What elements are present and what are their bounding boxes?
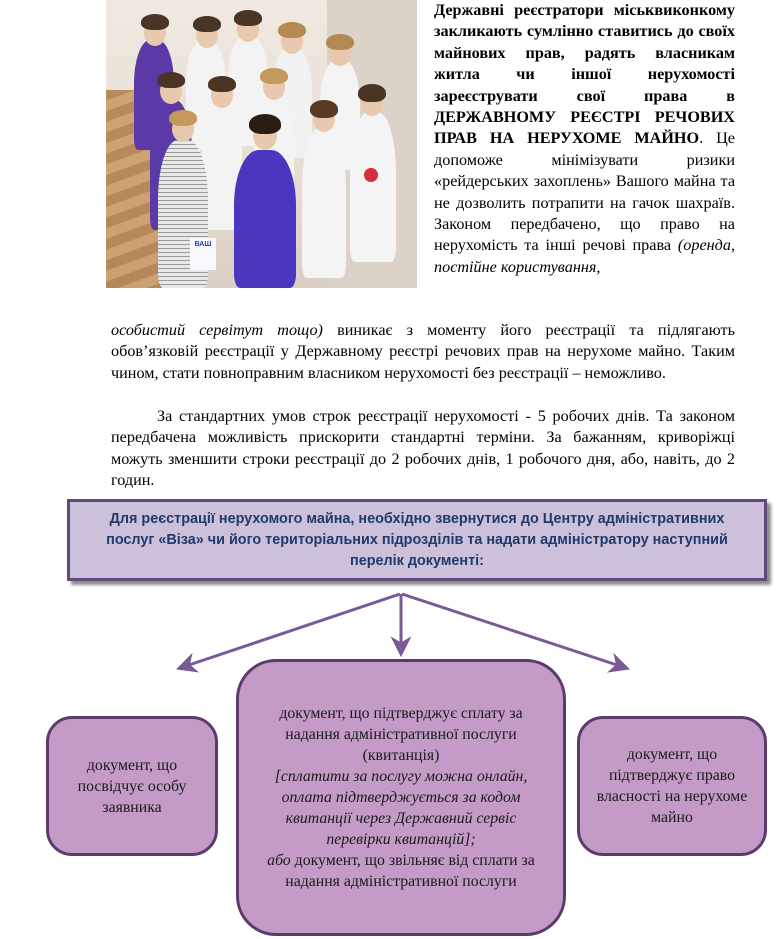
node-payment-document [236, 659, 566, 936]
node-text: документ, що підтверджує сплату за надання адміністративної послуги (квитанція) [279, 705, 523, 764]
node-or-text: або [267, 852, 291, 869]
paragraph-text: виникає з моменту його реєстрації та підлягають обов’язковій реєстрації у Державному реєстрі речових прав на нерухоме майно. Таким чином, стати повноправним власником нерухомості без реєстрації – неможливо. [111, 321, 735, 382]
arrow-right [402, 594, 626, 668]
node-text: документ, що звільняє від сплати за надання адміністративної послуги [285, 852, 535, 890]
intro-italic: (оренда, постійне користування, [434, 236, 736, 276]
node-text: документ, що підтверджує право власності на нерухоме майно [596, 746, 748, 826]
paragraph-text: За стандартних умов строк реєстрації нерухомості - 5 робочих днів. Та законом передбачена можливість прискорити стандартні терміни. За бажанням, криворіжці можуть зменшити строки реєстрації до 2 робочих днів, 1 робочого дня, або, навіть, до 2 годин. [111, 407, 735, 490]
node-italic-text: [сплатити за послугу можна онлайн, оплата підтверджується за кодом квитанції через Державний сервіс перевірки квитанцій]; [274, 768, 528, 848]
node-ownership-document [577, 716, 767, 856]
registry-name: ДЕРЖАВНОМУ РЕЄСТРІ РЕЧОВИХ ПРАВ НА НЕРУХОМЕ МАЙНО [434, 108, 735, 148]
photo-sign: ВАШ [190, 238, 216, 270]
paragraph-italic: особистий сервітут тощо) [111, 321, 323, 339]
intro-text: . Це допоможе мінімізувати ризики «рейдерських захоплень» Вашого майна та не дозволить потрапити на гачок шахраїв. Законом передбачено, що право на нерухомість та інші речові права [434, 129, 735, 255]
node-text-block [255, 703, 547, 892]
arrow-left [180, 594, 400, 668]
node-identity-document [46, 716, 218, 856]
documents-header-text: Для реєстрації нерухомого майна, необхідно звернутися до Центру адміністративних послуг «Віза» чи його територіальних підрозділів та надати адміністратору наступний перелік документі: [106, 510, 728, 569]
node-text: документ, що посвідчує особу заявника [77, 756, 187, 816]
intro-lead: Державні реєстратори міськвиконкому закликають сумлінно ставитись до своїх майнових прав, радять власникам житла чи іншої нерухомості зареєструвати свої права в [434, 1, 735, 105]
